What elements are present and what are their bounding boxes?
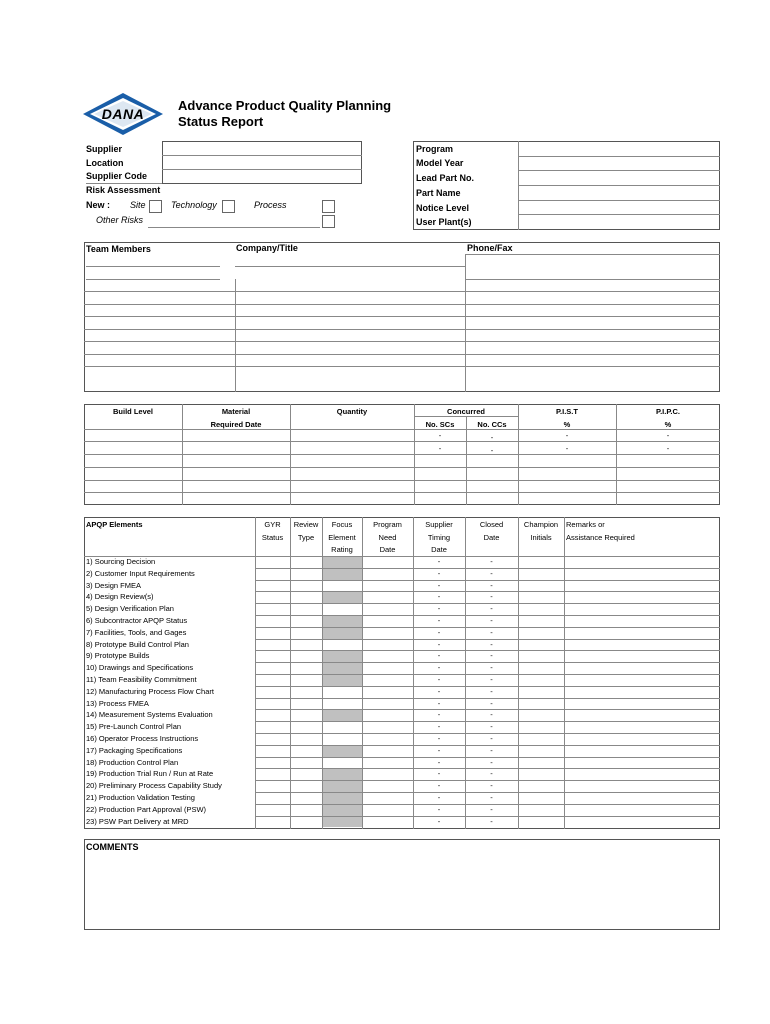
supplier-divider-1 — [162, 155, 362, 156]
other-risks-label: Other Risks — [96, 215, 144, 225]
apqp-dash: - — [437, 663, 441, 673]
other-risks-checkbox[interactable] — [322, 215, 335, 228]
page-title-line1: Advance Product Quality Planning — [178, 98, 392, 113]
apqp-element-label: 10) Drawings and Specifications — [86, 663, 194, 673]
apqp-col-line — [322, 517, 323, 829]
apqp-elements-header: APQP Elements — [86, 520, 143, 529]
apqp-header-line — [84, 556, 720, 557]
apqp-dash: - — [490, 604, 493, 614]
apqp-dash: - — [490, 734, 493, 743]
apqp-dash: - — [437, 639, 441, 649]
team-row-line — [84, 329, 720, 330]
notice-level-label: Notice Level — [416, 203, 470, 213]
apqp-dash: - — [437, 769, 441, 779]
apqp-col-line — [362, 517, 363, 829]
apqp-col-line — [518, 517, 519, 829]
gyr-header-2: Status — [261, 533, 284, 542]
pist-pct: % — [563, 420, 571, 429]
apqp-element-label: 6) Subcontractor APQP Status — [86, 616, 188, 625]
apqp-dash: - — [437, 710, 441, 720]
apqp-element-label: 3) Design FMEA — [86, 580, 142, 590]
team-col-line — [465, 254, 466, 392]
apqp-element-label: 4) Design Review(s) — [86, 592, 154, 602]
apqp-dash: - — [437, 580, 441, 590]
apqp-dash: - — [437, 745, 441, 755]
apqp-dash: - — [437, 557, 441, 566]
focus-rating-grey-cell — [323, 557, 362, 568]
apqp-dash: - — [490, 793, 493, 802]
team-row-line — [86, 266, 220, 267]
pist-header: P.I.S.T — [556, 407, 578, 416]
team-row-line — [465, 254, 720, 255]
focus-rating-grey-cell — [323, 710, 362, 721]
team-row-line — [84, 341, 720, 342]
supplier-label: Supplier — [86, 144, 123, 154]
apqp-col-line — [255, 517, 256, 829]
supplier-divider-2 — [162, 169, 362, 170]
site-checkbox[interactable] — [149, 200, 162, 213]
process-label: Process — [254, 200, 287, 210]
team-row-line — [465, 279, 720, 280]
build-dash: - — [565, 431, 569, 440]
team-row-line — [84, 366, 720, 367]
focus-rating-grey-cell — [323, 781, 362, 792]
dana-logo — [82, 92, 164, 136]
page-title-line2: Status Report — [178, 114, 264, 129]
apqp-dash: - — [437, 816, 441, 826]
logo-text: DANA — [101, 106, 145, 122]
apqp-element-label: 23) PSW Part Delivery at MRD — [86, 816, 189, 826]
apqp-dash: - — [437, 616, 441, 625]
champion-header: Champion — [523, 520, 559, 529]
apqp-element-label: 1) Sourcing Decision — [86, 557, 156, 566]
apqp-dash: - — [490, 710, 493, 720]
build-dash: - — [490, 433, 494, 442]
pipc-pct: % — [664, 420, 672, 429]
program-row-line — [518, 200, 720, 201]
apqp-element-label: 17) Packaging Specifications — [86, 745, 183, 755]
apqp-element-label: 7) Facilities, Tools, and Gages — [86, 627, 187, 637]
apqp-element-label: 20) Preliminary Process Capability Study — [86, 781, 222, 791]
apqp-dash: - — [437, 675, 441, 684]
focus-rating-grey-cell — [323, 746, 362, 757]
review-header: Review — [293, 520, 319, 529]
apqp-dash: - — [490, 745, 493, 755]
no-scs-header: No. SCs — [425, 420, 455, 429]
focus-rating-grey-cell — [323, 769, 362, 780]
apqp-element-label: 18) Production Control Plan — [86, 757, 179, 767]
apqp-element-label: 5) Design Verification Plan — [86, 604, 174, 614]
build-dash: - — [438, 431, 442, 440]
no-ccs-header: No. CCs — [477, 420, 507, 429]
build-row-line — [84, 454, 720, 455]
process-checkbox[interactable] — [322, 200, 335, 213]
apqp-element-label: 15) Pre-Launch Control Plan — [86, 722, 182, 732]
apqp-dash: - — [437, 604, 441, 614]
pipc-header: P.I.P.C. — [656, 407, 680, 416]
build-row-line — [414, 416, 518, 417]
apqp-dash: - — [437, 734, 441, 743]
team-members-header: Team Members — [86, 244, 151, 254]
focus-header: Focus — [331, 520, 353, 529]
lead-part-no-label: Lead Part No. — [416, 173, 475, 183]
team-row-line — [84, 354, 720, 355]
new-label: New : — [86, 200, 111, 210]
program-need-header-2: Need — [378, 533, 397, 542]
apqp-dash: - — [490, 698, 493, 708]
apqp-dash: - — [490, 616, 493, 625]
closed-date-header: Closed — [479, 520, 504, 529]
phone-fax-header: Phone/Fax — [467, 243, 513, 253]
build-row-line — [84, 441, 720, 442]
focus-rating-grey-cell — [323, 569, 362, 580]
apqp-element-label: 12) Manufacturing Process Flow Chart — [86, 686, 214, 696]
apqp-dash: - — [437, 592, 441, 602]
build-dash: - — [666, 431, 670, 440]
apqp-dash: - — [490, 769, 493, 779]
program-need-header: Program — [373, 520, 402, 529]
apqp-element-label: 2) Customer Input Requirements — [86, 568, 195, 578]
apqp-element-label: 8) Prototype Build Control Plan — [86, 639, 189, 649]
apqp-element-label: 19) Production Trial Run / Run at Rate — [86, 769, 214, 779]
focus-header-3: Rating — [331, 545, 353, 554]
concurred-header: Concurred — [447, 407, 485, 416]
focus-rating-grey-cell — [323, 805, 362, 816]
program-row-line — [518, 170, 720, 171]
apqp-element-label: 21) Production Validation Testing — [86, 793, 195, 802]
location-label: Location — [86, 158, 124, 168]
other-risks-line — [148, 227, 320, 228]
comments-box[interactable] — [84, 839, 720, 930]
team-table-box — [84, 242, 720, 392]
supplier-underline — [86, 183, 162, 184]
build-dash: - — [490, 446, 494, 455]
supplier-input-box[interactable] — [162, 141, 362, 184]
site-label: Site — [130, 200, 146, 210]
apqp-element-label: 16) Operator Process Instructions — [86, 734, 199, 743]
supplier-timing-header: Supplier — [425, 520, 453, 529]
review-header-2: Type — [297, 533, 315, 542]
focus-rating-grey-cell — [323, 663, 362, 674]
apqp-dash: - — [490, 639, 493, 649]
program-label: Program — [416, 144, 454, 154]
apqp-dash: - — [437, 651, 441, 661]
required-date-header: Required Date — [210, 420, 262, 429]
build-dash: - — [565, 444, 569, 453]
apqp-dash: - — [490, 686, 493, 696]
apqp-dash: - — [437, 793, 441, 802]
apqp-dash: - — [490, 568, 493, 578]
apqp-dash: - — [490, 816, 493, 826]
apqp-col-line — [290, 517, 291, 829]
gyr-header: GYR — [264, 520, 281, 529]
focus-header-2: Element — [328, 533, 356, 542]
program-row-line — [518, 185, 720, 186]
apqp-dash: - — [490, 651, 493, 661]
technology-checkbox[interactable] — [222, 200, 235, 213]
apqp-dash: - — [490, 675, 493, 684]
focus-rating-grey-cell — [323, 675, 362, 686]
comments-label: COMMENTS — [86, 842, 139, 852]
apqp-dash: - — [490, 627, 493, 637]
apqp-element-label: 13) Process FMEA — [86, 698, 149, 708]
focus-rating-grey-cell — [323, 793, 362, 804]
build-dash: - — [438, 444, 442, 453]
apqp-element-label: 11) Team Feasibility Commitment — [86, 675, 197, 684]
champion-header-2: Initials — [530, 533, 552, 542]
team-row-line — [84, 304, 720, 305]
apqp-dash: - — [490, 804, 493, 814]
apqp-dash: - — [437, 568, 441, 578]
team-row-line — [84, 316, 720, 317]
focus-rating-grey-cell — [323, 628, 362, 639]
focus-rating-grey-cell — [323, 616, 362, 627]
risk-assessment-label: Risk Assessment — [86, 185, 161, 195]
user-plants-label: User Plant(s) — [416, 217, 472, 227]
focus-rating-grey-cell — [323, 817, 362, 828]
apqp-dash: - — [490, 557, 493, 566]
quantity-header: Quantity — [336, 407, 368, 416]
apqp-dash: - — [437, 781, 441, 791]
program-need-header-3: Date — [379, 545, 396, 554]
technology-label: Technology — [171, 200, 217, 210]
build-row-line — [84, 492, 720, 493]
apqp-dash: - — [437, 722, 441, 732]
apqp-dash: - — [437, 757, 441, 767]
team-row-line — [235, 266, 465, 267]
apqp-dash: - — [490, 757, 493, 767]
supplier-timing-header-3: Date — [431, 545, 447, 554]
apqp-col-line — [564, 517, 565, 829]
team-row-line — [86, 279, 220, 280]
build-row-line — [84, 429, 720, 430]
program-row-line — [518, 214, 720, 215]
build-dash: - — [666, 444, 670, 453]
apqp-element-label: 14) Measurement Systems Evaluation — [86, 710, 213, 720]
apqp-dash: - — [437, 698, 441, 708]
team-row-line — [84, 291, 720, 292]
program-row-line — [518, 156, 720, 157]
apqp-dash: - — [490, 663, 493, 673]
apqp-dash: - — [490, 781, 493, 791]
model-year-label: Model Year — [416, 158, 464, 168]
closed-date-header-2: Date — [483, 533, 500, 542]
apqp-dash: - — [490, 580, 493, 590]
apqp-dash: - — [437, 686, 441, 696]
remarks-header-2: Assistance Required — [566, 533, 635, 542]
apqp-dash: - — [437, 627, 441, 637]
part-name-label: Part Name — [416, 188, 461, 198]
build-level-header: Build Level — [112, 407, 153, 416]
focus-rating-grey-cell — [323, 651, 362, 662]
supplier-code-label: Supplier Code — [86, 171, 148, 181]
apqp-element-label: 22) Production Part Approval (PSW) — [86, 804, 207, 814]
apqp-element-label: 9) Prototype Builds — [86, 651, 150, 661]
build-row-line — [84, 467, 720, 468]
apqp-dash: - — [437, 804, 441, 814]
focus-rating-grey-cell — [323, 592, 362, 603]
team-col-line — [235, 279, 236, 392]
supplier-timing-header-2: Timing — [427, 533, 451, 542]
material-header: Material — [221, 407, 251, 416]
remarks-header: Remarks or — [566, 520, 605, 529]
apqp-dash: - — [490, 592, 493, 602]
build-row-line — [84, 480, 720, 481]
company-title-header: Company/Title — [236, 243, 298, 253]
apqp-dash: - — [490, 722, 493, 732]
